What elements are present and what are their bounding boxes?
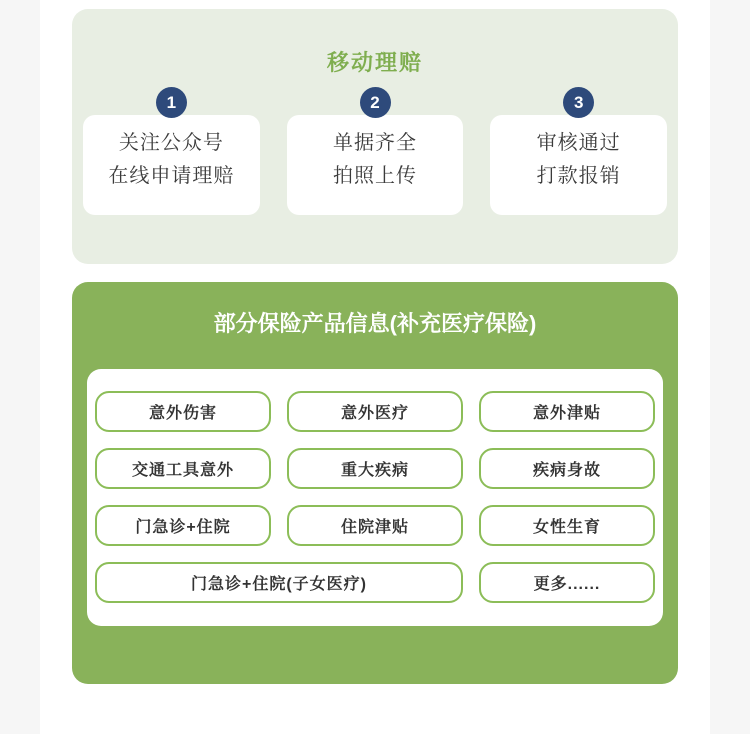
page-content xyxy=(40,0,710,734)
step-2-text-line1: 单据齐全 xyxy=(333,132,417,154)
claim-step-1 xyxy=(83,87,260,215)
pill-more[interactable]: 更多...... xyxy=(479,562,655,603)
step-2-number-badge: 2 xyxy=(360,87,391,118)
pill-hospital-allowance[interactable]: 住院津贴 xyxy=(287,505,463,546)
step-3-number-badge: 3 xyxy=(563,87,594,118)
claim-step-3 xyxy=(490,87,667,215)
mobile-claims-title: 移动理赔 xyxy=(326,50,423,75)
step-1-card xyxy=(83,115,260,215)
step-1-text-line1: 关注公众号 xyxy=(118,132,224,154)
claims-steps-row xyxy=(72,87,678,215)
pill-illness-death[interactable]: 疾病身故 xyxy=(479,448,655,489)
products-card xyxy=(87,369,663,626)
pill-maternity[interactable]: 女性生育 xyxy=(479,505,655,546)
claim-step-2 xyxy=(287,87,464,215)
step-3-text-line1: 审核通过 xyxy=(536,132,621,154)
pill-outpatient-inpatient[interactable]: 门急诊+住院 xyxy=(95,505,271,546)
pill-accident-allowance[interactable]: 意外津贴 xyxy=(479,391,655,432)
pill-transport-accident[interactable]: 交通工具意外 xyxy=(95,448,271,489)
pill-accident-injury[interactable]: 意外伤害 xyxy=(95,391,271,432)
mobile-claims-section xyxy=(72,9,678,264)
pill-critical-illness[interactable]: 重大疾病 xyxy=(287,448,463,489)
pill-outpatient-inpatient-children[interactable]: 门急诊+住院(子女医疗) xyxy=(95,562,463,603)
step-1-text-line2: 在线申请理赔 xyxy=(108,165,235,187)
products-section xyxy=(72,282,678,684)
step-2-text-line2: 拍照上传 xyxy=(333,165,417,187)
step-3-card xyxy=(490,115,667,215)
pill-accident-medical[interactable]: 意外医疗 xyxy=(287,391,463,432)
step-2-card xyxy=(287,115,464,215)
step-1-number-badge: 1 xyxy=(156,87,187,118)
step-3-text-line2: 打款报销 xyxy=(536,165,621,187)
products-title: 部分保险产品信息(补充医疗保险) xyxy=(213,311,537,336)
